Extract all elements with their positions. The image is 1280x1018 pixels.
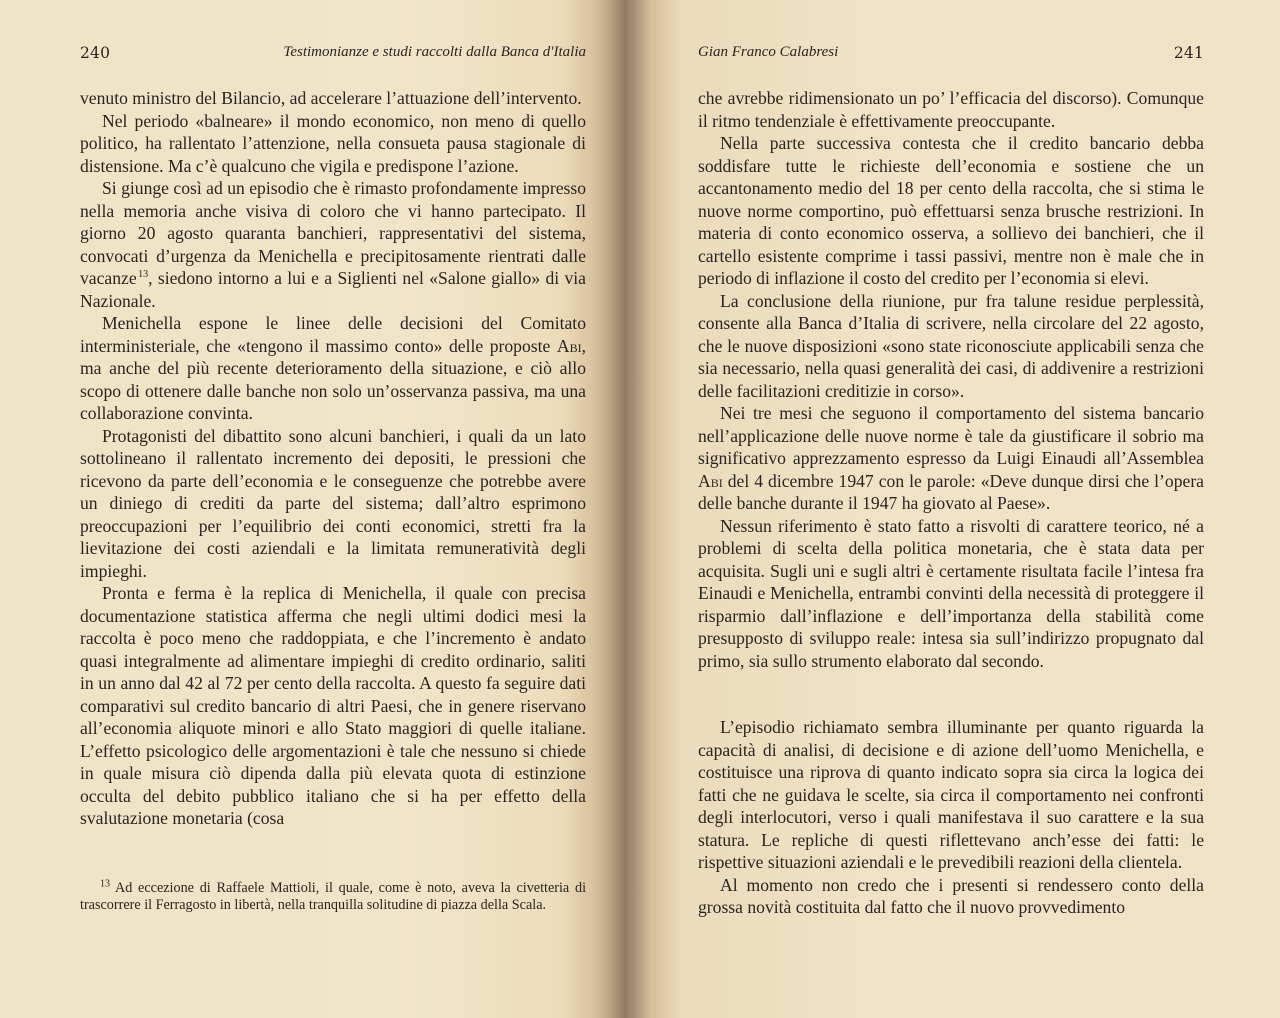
left-body-text	[80, 87, 586, 830]
left-running-head-title: Testimonianze e studi raccolti dalla Banca d'Italia	[283, 44, 586, 60]
left-paragraph-2: Nel periodo «balneare» il mondo economico, non meno di quello politico, ha rallentato l’attenzione, nella consueta pausa stagionale di distensione. Ma c’è qualcuno che vigila e predispone l’azione.	[80, 110, 586, 176]
footnote	[80, 880, 586, 914]
left-paragraph-3-tail: , siedono intorno a lui e a Siglienti nel «Salone giallo» di via Nazionale.	[80, 268, 586, 311]
footnote-text-block	[80, 880, 586, 914]
footnote-text: Ad eccezione di Raffaele Mattioli, il quale, come è noto, aveva la civetteria di trascorrere il Ferragosto in libertà, nella tranquilla solitudine di piazza della Scala.	[80, 880, 587, 913]
right-paragraph-5: Nessun riferimento è stato fatto a risvolti di carattere teorico, né a problemi di scelta della politica monetaria, che è stata data per acquisita. Sugli uni e sugli altri è certamente risultata facile l’intesa fra Einaudi e Menichella, entrambi convinti della necessità di proteggere il risparmio dall’inflazione e dell’importanza della stabilità come presupposto di sviluppo reale: intesa sia sull’indirizzo propugnato dal primo, sia sullo strumento elaborato dal secondo.	[698, 515, 1204, 671]
right-paragraph-2: Nella parte successiva contesta che il credito bancario debba soddisfare tutte le richieste dell’economia e sostiene che un accantonamento medio del 18 per cento della raccolta, che si stima le nuove norme comportino, può effettuarsi senza brusche restrizioni. In materia di conto economico osserva, a sollievo dei banchieri, che il cartello esistente comprime i tassi passivi, mentre non è male che in periodo di inflazione il costo del credito per l’economia si elevi.	[698, 133, 1204, 288]
left-paragraph-4-text: Menichella espone le linee delle decisioni del Comitato interministeriale, che «tengono il massimo conto» delle proposte	[80, 313, 586, 356]
left-paragraph-5: Protagonisti del dibattito sono alcuni banchieri, i quali da un lato sottolineano il rallentato incremento dei depositi, le pressioni che ricevono da parte dell’economia e le conseguenze che potrebbe avere un diniego di crediti da parte del sistema; dall’altro esprimono preoccupazioni per l’equilibrio dei conti economici, stretti fra la lievitazione dei costi aziendali e la limitata remuneratività degli impieghi.	[80, 425, 586, 581]
right-body-text	[698, 87, 1204, 919]
left-paragraph-4	[80, 312, 586, 425]
section-break	[698, 672, 1204, 694]
right-paragraph-1: che avrebbe ridimensionato un po’ l’efficacia del discorso). Comunque il ritmo tendenziale è effettivamente preoccupante.	[698, 88, 1204, 131]
right-paragraph-6: L’episodio richiamato sembra illuminante per quanto riguarda la capacità di analisi, di decisione e di azione dell’uomo Menichella, e costituisce una riprova di quanto indicato sopra sia circa la logica dei fatti che ne guidava le scelte, sia circa il comportamento nei confronti degli interlocutori, verso i quali manifestava il suo carattere e la sua statura. Le repliche di questi riflettevano anch’esse dei fatti: le rispettive situazioni aziendali e le prevedibili reazioni della clientela.	[698, 717, 1204, 872]
section-break-2	[698, 694, 1204, 716]
abi-abbreviation-right: Abi	[698, 470, 723, 491]
right-paragraph-3: La conclusione della riunione, pur fra talune residue perplessità, consente alla Banca d’Italia di scrivere, nella circolare del 22 agosto, che le nuove disposizioni «sono state riconosciute applicabili senza che sia necessario, nella quasi generalità dei casi, di addivenire a restrizioni delle facilitazioni creditizie in corso».	[698, 290, 1204, 401]
right-page-number: 241	[1173, 44, 1204, 62]
left-paragraph-1: venuto ministro del Bilancio, ad accelerare l’attuazione dell’intervento.	[80, 88, 582, 108]
left-paragraph-6: Pronta e ferma è la replica di Menichella, il quale con precisa documentazione statistica afferma che negli ultimi dodici mesi la raccolta è poco meno che raddoppiata, e che l’incremento è andato quasi integralmente ad alimentare impieghi di credito ordinario, saliti in un anno dal 42 al 72 per cento della raccolta. A questo fa seguire dati comparativi sul credito bancario di altri Paesi, che in genere riservano all’economia aliquote minori e allo Stato maggiori di quelle italiane. L’effetto psicologico delle argomentazioni è tale che nessuno si chiede in quale misura ciò dipenda dalla più elevata quota di estinzione occulta del debito pubblico italiano che si ha per effetto della svalutazione monetaria (cosa	[80, 583, 586, 828]
left-paragraph-4-tail: , ma anche del più recente deterioramento della situazione, e ciò allo scopo di ottenere dalle banche non solo un’osservanza passiva, ma una collaborazione convinta.	[80, 335, 586, 423]
left-paragraph-3-text: Si giunge così ad un episodio che è rimasto profondamente impresso nella memoria anche visiva di coloro che vi hanno partecipato. Il giorno 20 agosto quaranta banchieri, rappresentativi del sistema, convocati d’urgenza da Menichella e precipitosamente rientrati dalle vacanze	[80, 178, 586, 288]
left-page-number: 240	[80, 44, 111, 62]
right-paragraph-4-tail: del 4 dicembre 1947 con le parole: «Deve dunque dirsi che l’opera delle banche durante il 1947 ha giovato al Paese».	[698, 470, 1204, 513]
footnote-reference: 13	[138, 269, 149, 281]
right-paragraph-4	[698, 402, 1204, 515]
left-page	[80, 0, 586, 1018]
abi-abbreviation: Abi	[556, 335, 582, 356]
right-running-head	[698, 44, 1204, 70]
right-running-head-title: Gian Franco Calabresi	[698, 44, 839, 60]
right-paragraph-7: Al momento non credo che i presenti si rendessero conto della grossa novità costituita dal fatto che il nuovo provvedimento	[698, 874, 1204, 917]
footnote-marker: 13	[100, 878, 110, 890]
right-page	[698, 0, 1204, 1018]
right-paragraph-4-text: Nei tre mesi che seguono il comportamento del sistema bancario nell’applicazione delle nuove norme è tale da giustificare il sobrio ma significativo apprezzamento espresso da Luigi Einaudi all’Assemblea	[698, 403, 1204, 468]
left-running-head	[80, 44, 586, 70]
left-paragraph-3	[80, 177, 586, 312]
